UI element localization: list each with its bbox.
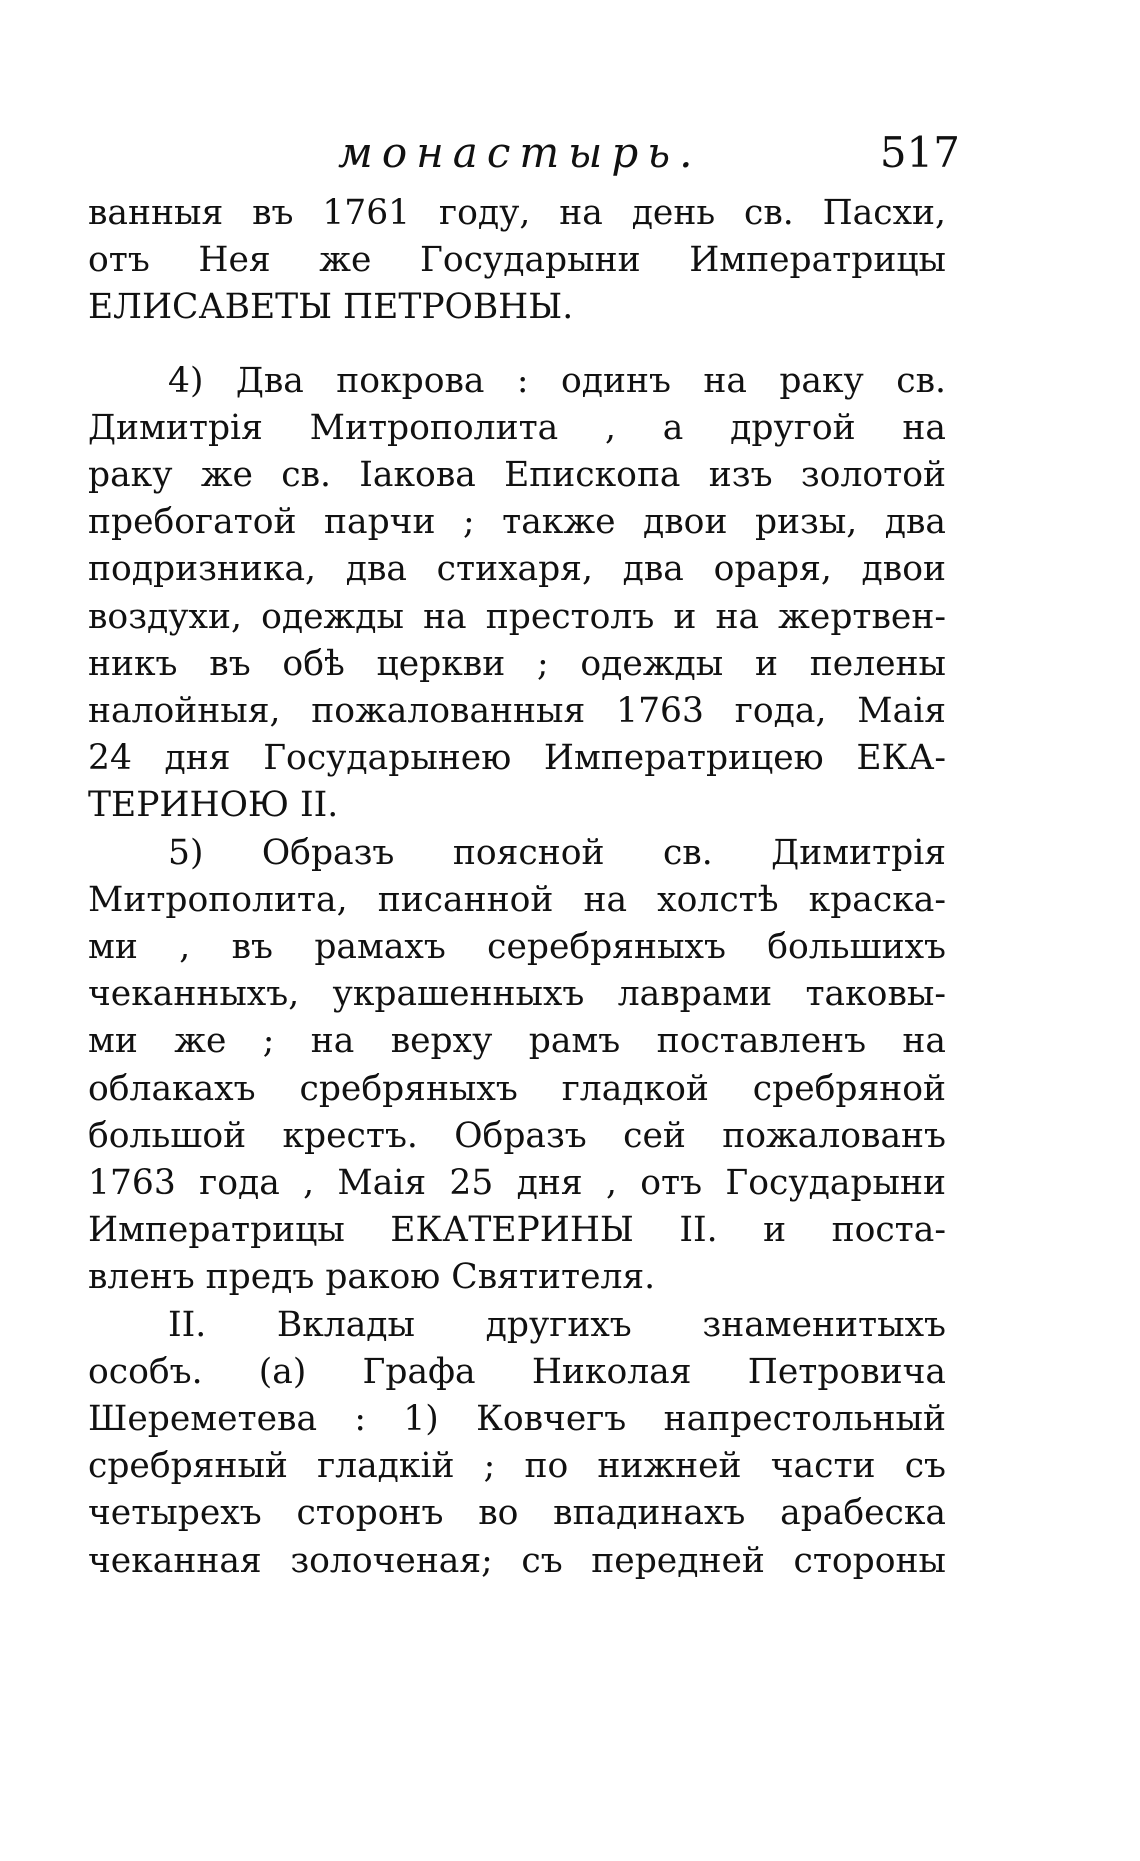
text-line: ванныя въ 1761 году, на день св. Пасхи,: [88, 193, 946, 233]
text-line: отъ Нея же Государыни Императрицы: [88, 240, 946, 281]
text-line: большой крестъ. Образъ сей пожалованъ: [88, 1115, 946, 1156]
paragraph-4: [88, 1302, 946, 1585]
text-line: Шереметева : 1) Ковчегъ напрестольный: [88, 1399, 946, 1440]
text-line: пребогатой парчи ; также двои ризы, два: [88, 502, 946, 543]
text-line: II. Вклады другихъ знаменитыхъ: [168, 1304, 946, 1345]
running-head-title: монастырь.: [338, 128, 702, 177]
text-line: вленъ предъ ракою Святителя.: [88, 1257, 656, 1298]
paragraph-2: [88, 358, 946, 830]
text-line: 24 дня Государынею Императрицею ЕКА-: [88, 738, 946, 779]
text-line: ми же ; на верху рамъ поставленъ на: [88, 1021, 946, 1062]
text-line: облакахъ сребряныхъ гладкой сребряной: [88, 1068, 946, 1109]
text-line: чеканная золоченая; съ передней стороны: [88, 1540, 946, 1581]
body-text: [88, 190, 946, 1585]
text-line: Митрополита, писанной на холстѣ краска-: [88, 879, 946, 920]
page-number: 517: [879, 128, 960, 177]
paragraph-1: [88, 190, 946, 332]
text-line: четырехъ сторонъ во впадинахъ арабеска: [88, 1493, 946, 1534]
text-line: воздухи, одежды на престолъ и на жертвен-: [88, 596, 946, 637]
text-line: Императрицы ЕКАТЕРИНЫ II. и поста-: [88, 1210, 946, 1251]
text-line: ТЕРИНОЮ II.: [88, 785, 339, 826]
text-line: раку же св. Іакова Епископа изъ золотой: [88, 455, 946, 496]
running-head: [88, 110, 960, 190]
paragraph-3: [88, 830, 946, 1302]
text-line: 4) Два покрова : одинъ на раку св.: [168, 360, 946, 401]
text-line: чеканныхъ, украшенныхъ лаврами таковы-: [88, 974, 946, 1015]
text-line: ми , въ рамахъ серебряныхъ большихъ: [88, 927, 946, 968]
text-line: ЕЛИСАВЕТЫ ПЕТРОВНЫ.: [88, 287, 574, 328]
text-line: сребряный гладкій ; по нижней части съ: [88, 1446, 946, 1487]
text-line: 5) Образъ поясной св. Димитрія: [168, 832, 946, 873]
text-line: Димитрія Митрополита , а другой на: [88, 407, 946, 448]
text-line: 1763 года , Маія 25 дня , отъ Государыни: [88, 1163, 946, 1204]
text-line: налойныя, пожалованныя 1763 года, Маія: [88, 691, 946, 732]
text-line: особъ. (а) Графа Николая Петровича: [88, 1351, 946, 1392]
text-line: подризника, два стихаря, два ораря, двои: [88, 549, 946, 590]
book-page: [88, 110, 960, 1585]
text-line: никъ въ обѣ церкви ; одежды и пелены: [88, 643, 946, 684]
